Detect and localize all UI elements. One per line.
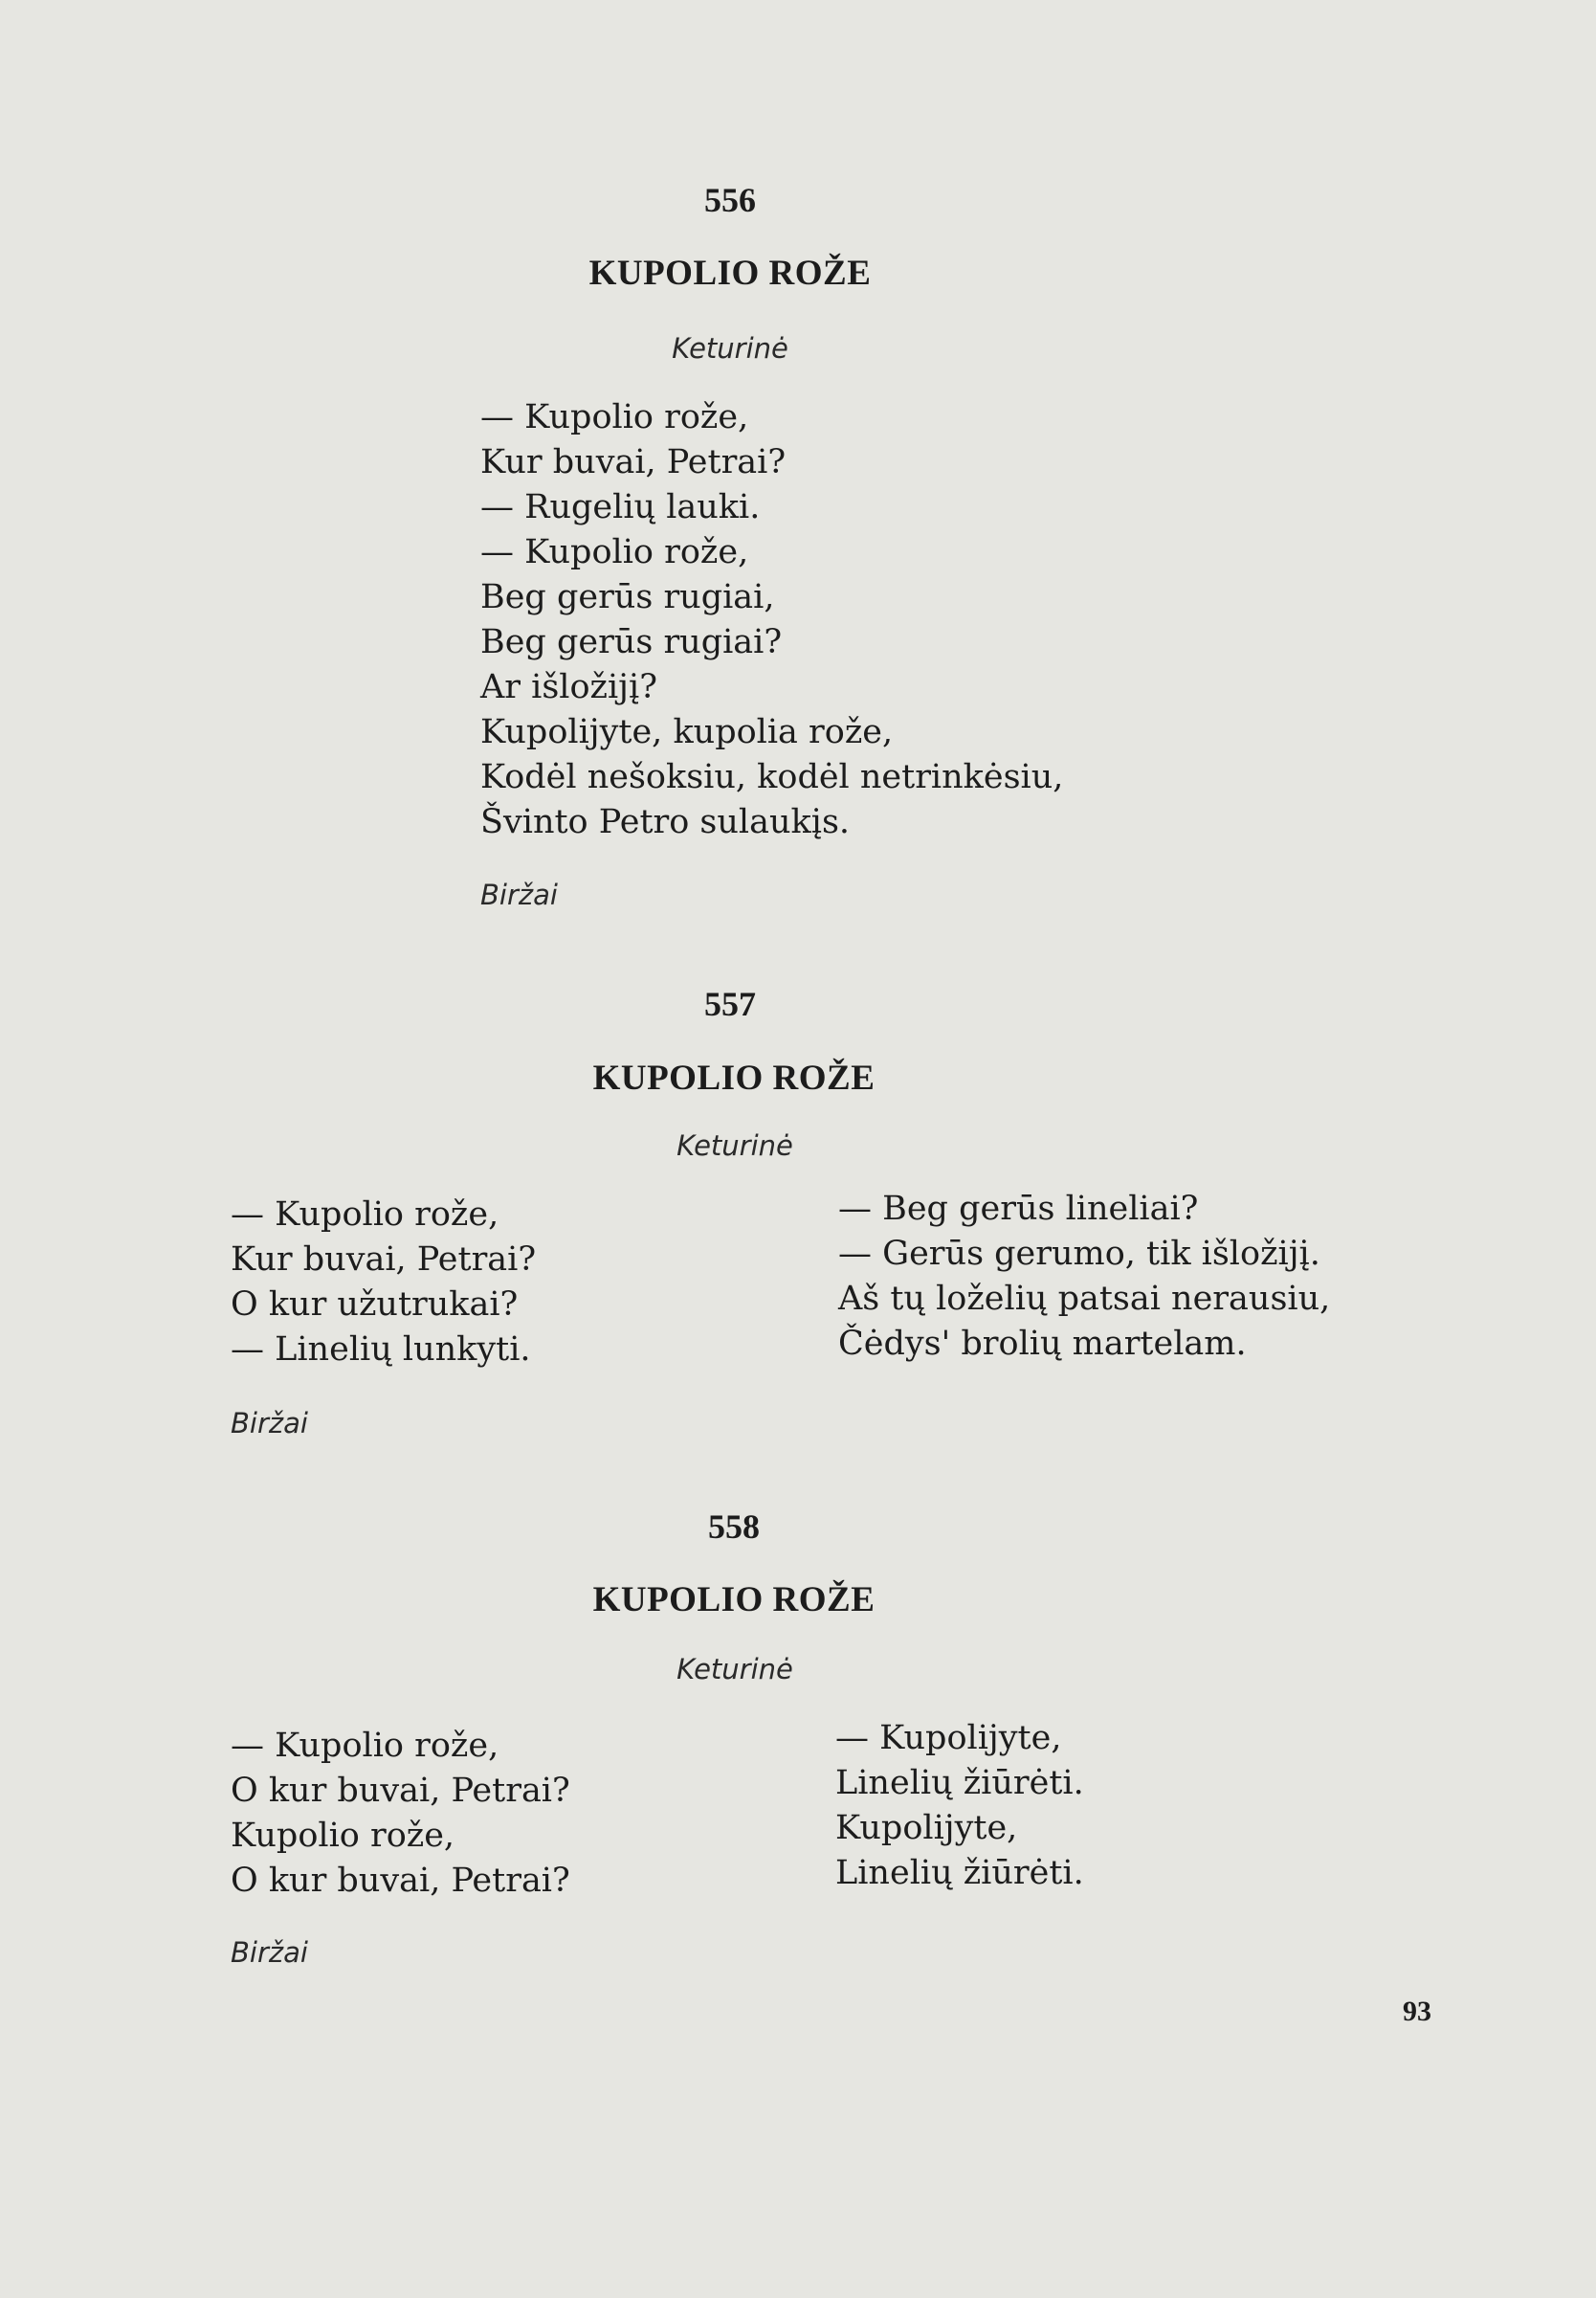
verse-line: — Kupolio rože, [231,1727,499,1765]
verse-line: Beg gerūs rugiai, [480,578,775,616]
verse-line: Kur buvai, Petrai? [231,1240,537,1279]
song-place-557: Biržai [231,1407,308,1439]
song-verse-556 [480,395,1063,845]
song-title-556: KUPOLIO ROŽE [588,254,872,293]
verse-line: — Beg gerūs lineliai? [838,1190,1199,1228]
song-verse-558-left [231,1724,570,1904]
song-subtitle-557: Keturinė [676,1129,793,1162]
verse-line: — Kupolijyte, [835,1719,1062,1757]
song-subtitle-556: Keturinė [672,332,788,365]
song-number-558: 558 [708,1507,760,1546]
verse-line: O kur buvai, Petrai? [231,1862,570,1900]
verse-line: Ar išložijį? [480,668,657,706]
verse-line: Čėdys' brolių martelam. [838,1325,1247,1363]
song-verse-557-right [838,1187,1330,1367]
verse-line: O kur užutrukai? [231,1285,519,1324]
verse-line: — Gerūs gerumo, tik išložijį. [838,1235,1320,1273]
verse-line: Linelių žiūrėti. [835,1854,1084,1892]
page-number: 93 [1403,1996,1431,2027]
verse-line: Kur buvai, Petrai? [480,443,787,481]
verse-line: — Kupolio rože, [480,398,749,436]
song-place-558: Biržai [231,1936,308,1969]
verse-line: — Kupolio rože, [231,1195,499,1234]
verse-line: — Kupolio rože, [480,533,749,571]
verse-line: Kupolijyte, [835,1809,1018,1847]
verse-line: Kupolijyte, kupolia rože, [480,713,894,751]
song-place-556: Biržai [480,879,558,911]
verse-line: Kodėl nešoksiu, kodėl netrinkėsiu, [480,758,1064,796]
verse-line: Kupolio rože, [231,1817,455,1855]
verse-line: Linelių žiūrėti. [835,1764,1084,1802]
song-title-558: KUPOLIO ROŽE [592,1580,876,1619]
song-number-556: 556 [704,181,756,219]
verse-line: O kur buvai, Petrai? [231,1772,570,1810]
verse-line: — Linelių lunkyti. [231,1330,531,1369]
verse-line: Beg gerūs rugiai? [480,623,783,661]
song-verse-558-right [835,1716,1084,1896]
song-verse-557-left [231,1193,536,1372]
song-subtitle-558: Keturinė [676,1653,793,1685]
verse-line: Švinto Petro sulaukįs. [480,803,851,841]
verse-line: — Rugelių lauki. [480,488,761,526]
song-number-557: 557 [704,985,756,1023]
song-title-557: KUPOLIO ROŽE [592,1059,876,1098]
verse-line: Aš tų loželių patsai nerausiu, [838,1280,1331,1318]
